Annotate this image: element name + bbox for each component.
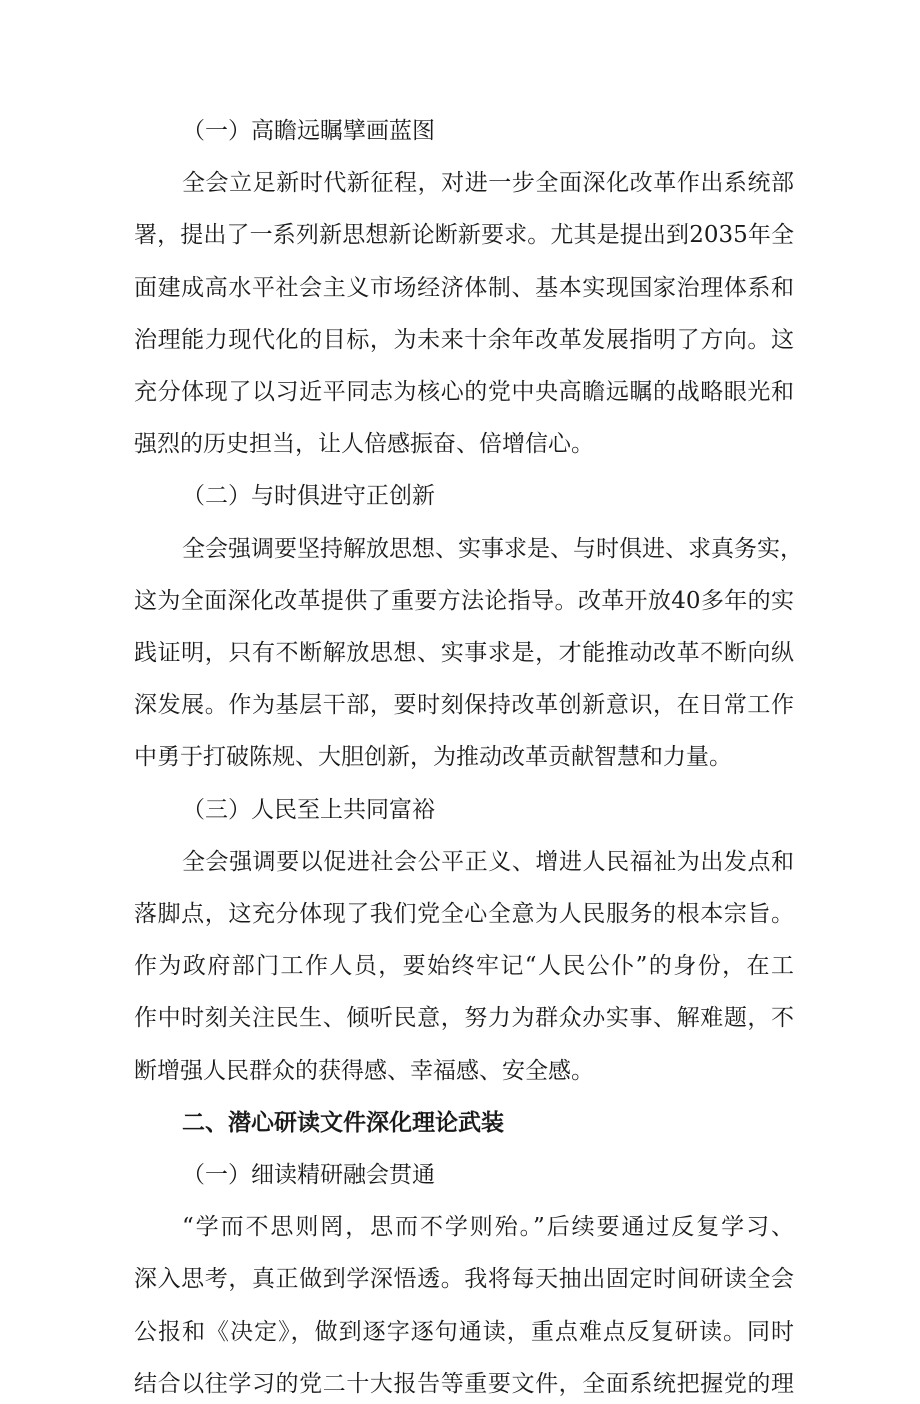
section-subheading: （二）与时俱进守正创新 (182, 483, 435, 509)
body-line: 这为全面深化改革提供了重要方法论指导。改革开放40多年的实 (134, 588, 794, 614)
body-line: 作为政府部门工作人员，要始终牢记“人民公仆”的身份，在工 (134, 953, 794, 979)
paragraph-first-line: 全会强调要坚持解放思想、实事求是、与时俱进、求真务实， (182, 536, 803, 562)
body-line: 深发展。作为基层干部，要时刻保持改革创新意识，在日常工作 (134, 692, 794, 718)
paragraph-last-line: 中勇于打破陈规、大胆创新，为推动改革贡献智慧和力量。 (134, 744, 732, 770)
body-line: 面建成高水平社会主义市场经济体制、基本实现国家治理体系和 (134, 275, 794, 301)
body-line: 充分体现了以习近平同志为核心的党中央高瞻远瞩的战略眼光和 (134, 379, 794, 405)
section-subheading: （三）人民至上共同富裕 (182, 797, 435, 823)
paragraph-last-line: 断增强人民群众的获得感、幸福感、安全感。 (134, 1058, 594, 1084)
body-line: 深入思考，真正做到学深悟透。我将每天抽出固定时间研读全会 (134, 1266, 794, 1292)
paragraph-first-line: 全会强调要以促进社会公平正义、增进人民福祉为出发点和 (182, 849, 794, 875)
body-line: 践证明，只有不断解放思想、实事求是，才能推动改革不断向纵 (134, 640, 794, 666)
body-line: 落脚点，这充分体现了我们党全心全意为人民服务的根本宗旨。 (134, 901, 794, 927)
body-line: 作中时刻关注民生、倾听民意，努力为群众办实事、解难题，不 (134, 1005, 794, 1031)
body-line: 结合以往学习的党二十大报告等重要文件，全面系统把握党的理 (134, 1371, 794, 1397)
section-subheading: （一）细读精研融会贯通 (182, 1162, 435, 1188)
body-line: 治理能力现代化的目标，为未来十余年改革发展指明了方向。这 (134, 327, 794, 353)
paragraph-first-line: “学而不思则罔，思而不学则殆。”后续要通过反复学习、 (182, 1214, 794, 1240)
section-subheading: （一）高瞻远瞩擘画蓝图 (182, 118, 435, 144)
body-line: 公报和《决定》，做到逐字逐句通读，重点难点反复研读。同时 (134, 1319, 794, 1345)
body-line: 署，提出了一系列新思想新论断新要求。尤其是提出到2035年全 (134, 222, 794, 248)
paragraph-first-line: 全会立足新时代新征程，对进一步全面深化改革作出系统部 (182, 170, 794, 196)
section-heading: 二、潜心研读文件深化理论武装 (182, 1110, 504, 1136)
paragraph-last-line: 强烈的历史担当，让人倍感振奋、倍增信心。 (134, 431, 594, 457)
